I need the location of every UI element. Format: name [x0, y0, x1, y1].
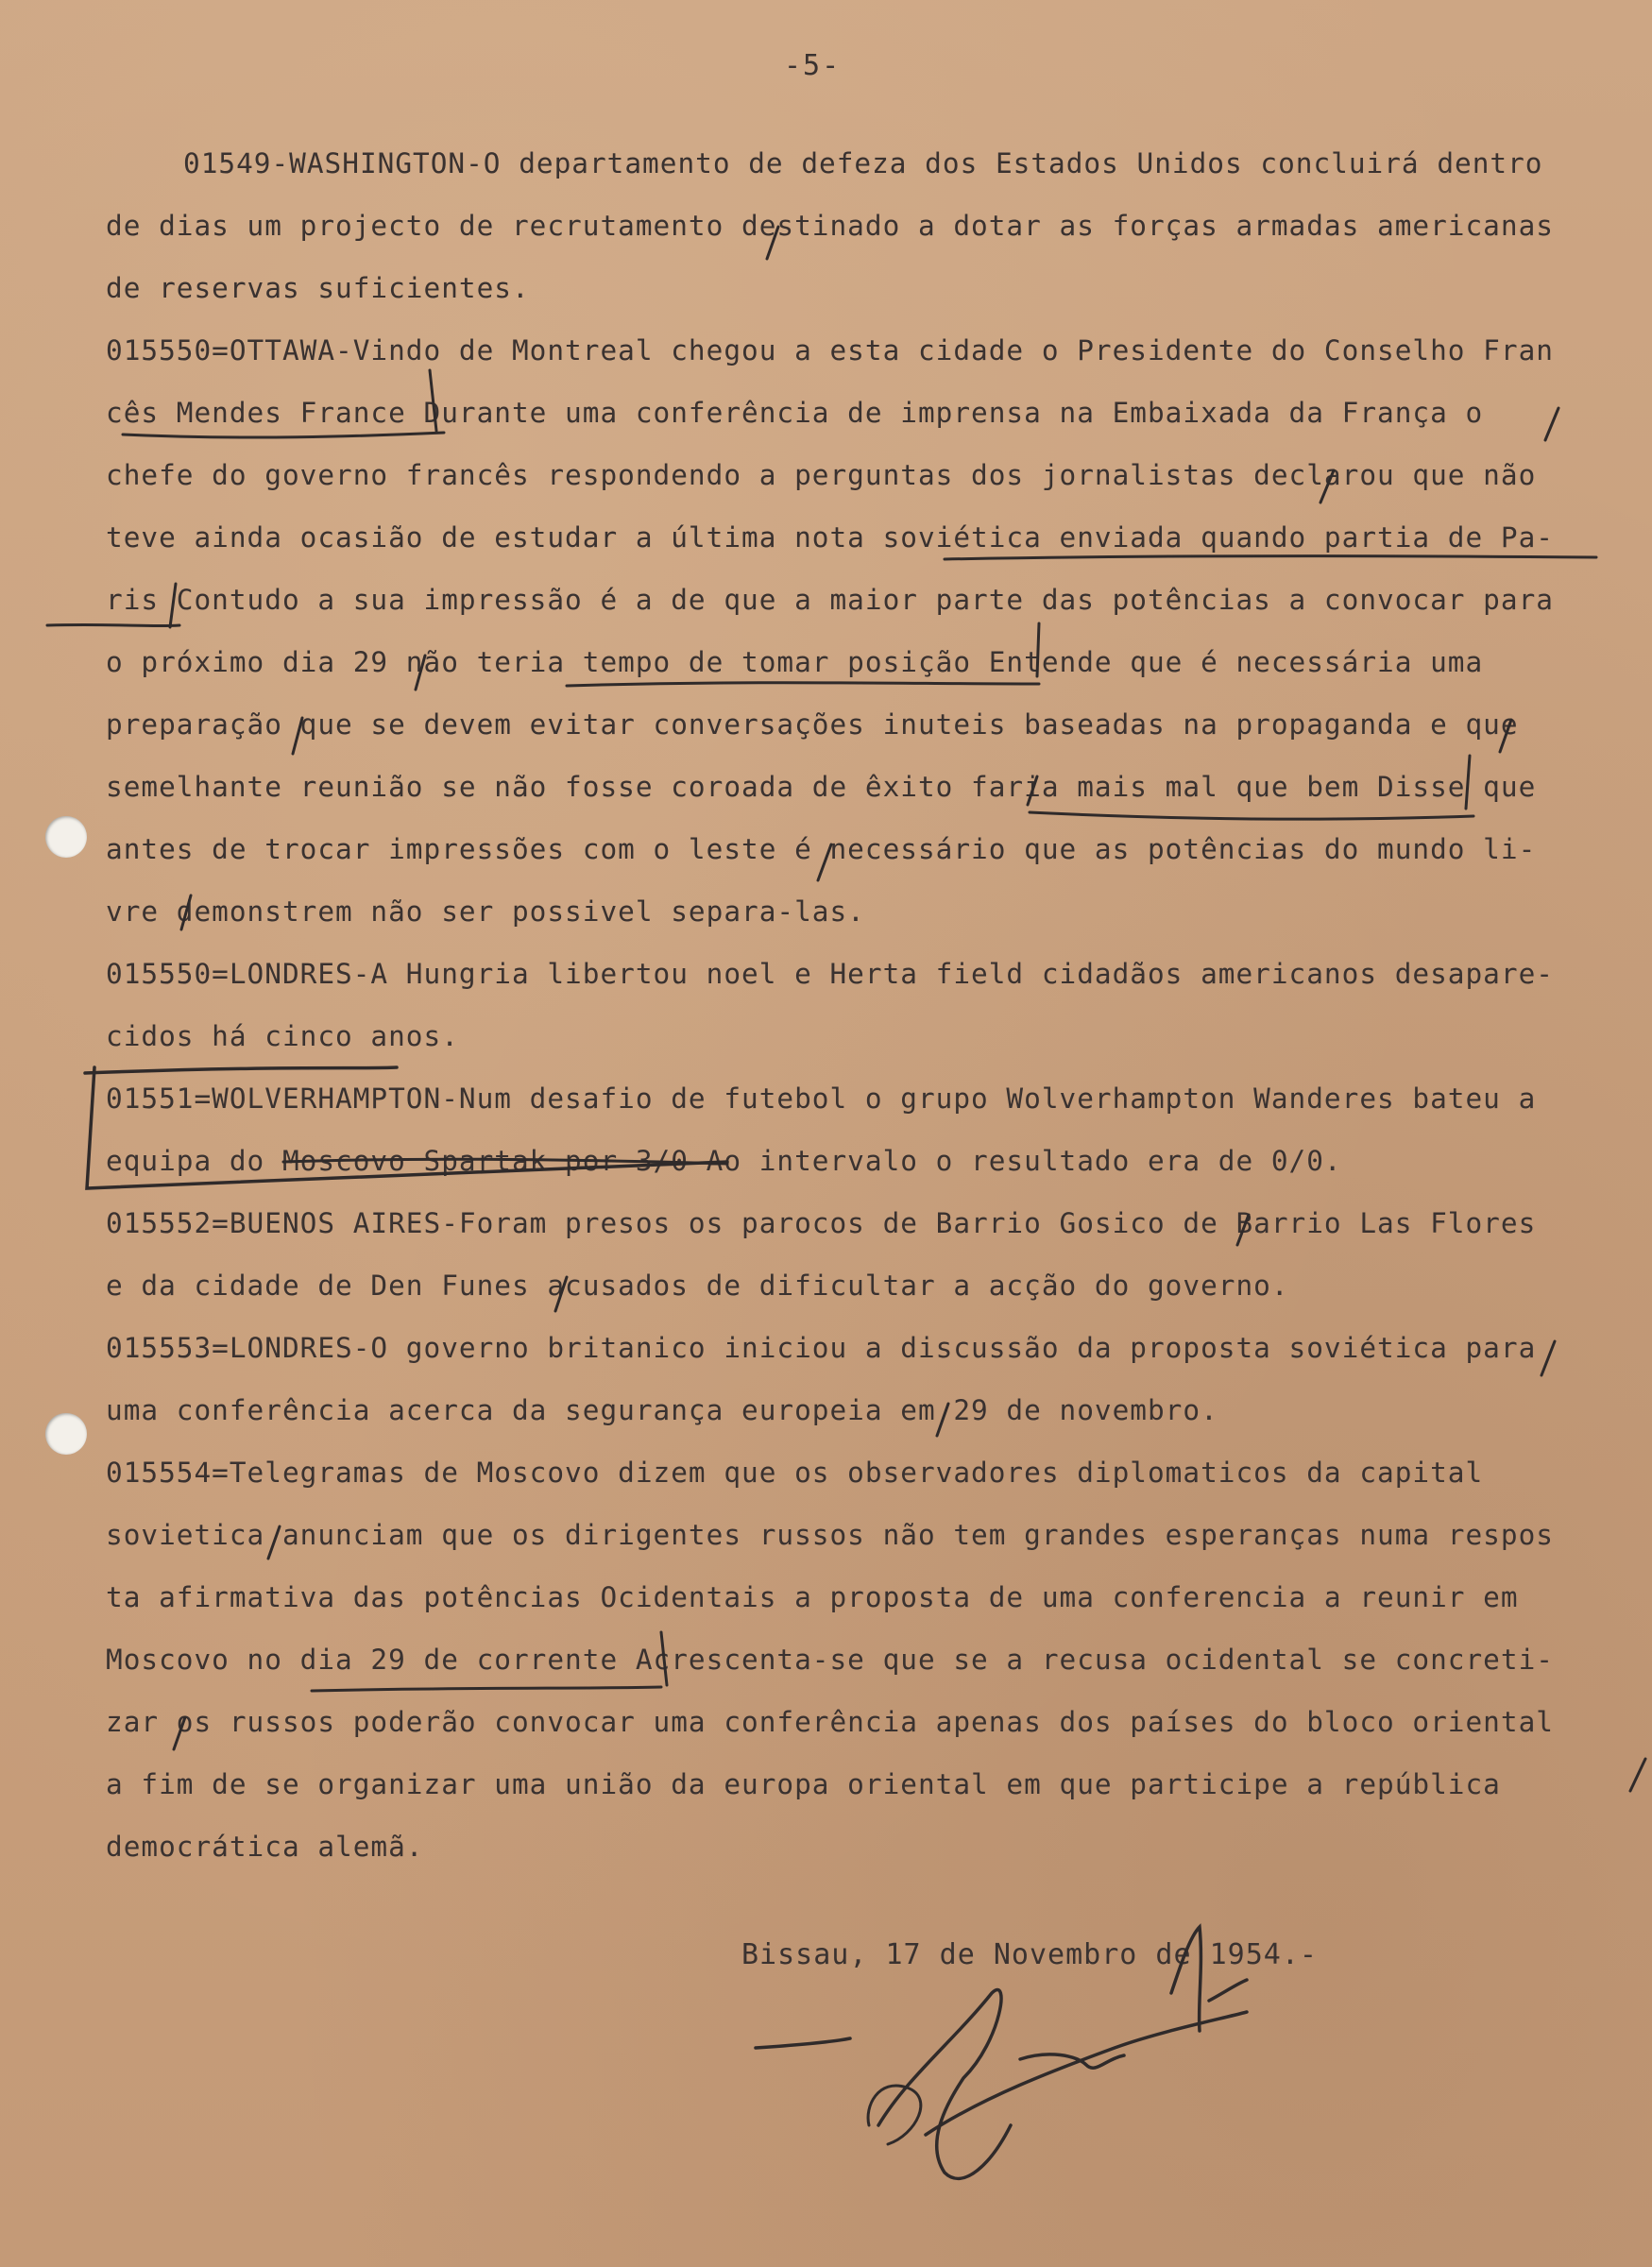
comma-mark: [1320, 470, 1334, 503]
text-line: 015550=OTTAWA-Vindo de Montreal chegou a esta cidade o Presidente do Conselho Fran: [106, 334, 1554, 366]
comma-mark: [1541, 1341, 1555, 1375]
comma-mark: [416, 656, 425, 690]
underline-mark: [1030, 812, 1473, 819]
text-line: uma conferência acerca da segurança europeia em 29 de novembro.: [106, 1394, 1218, 1426]
comma-mark: [1630, 1759, 1645, 1791]
signature-flourish: [1020, 2054, 1124, 2068]
text-line: a fim de se organizar uma união da europa oriental em que participe a república: [106, 1768, 1501, 1800]
separator-mark: [170, 584, 176, 627]
underline-mark: [123, 433, 444, 437]
signature-flourish: [1171, 1927, 1201, 2031]
comma-mark: [555, 1277, 567, 1311]
comma-mark: [1500, 720, 1511, 752]
separator-mark: [661, 1632, 667, 1685]
text-line: democrática alemã.: [106, 1831, 424, 1863]
comma-mark: [174, 1717, 185, 1749]
comma-mark: [181, 895, 191, 929]
text-line: chefe do governo francês respondendo a perguntas dos jornalistas declarou que não: [106, 459, 1537, 491]
text-line: preparação que se devem evitar conversações inuteis baseadas na propaganda e que: [106, 708, 1519, 741]
signature-flourish: [756, 2038, 850, 2048]
separator-mark: [430, 370, 436, 431]
signature-flourish: [1209, 1980, 1247, 2001]
underline-mark: [567, 683, 1039, 686]
bracket-mark: [85, 1067, 397, 1073]
text-line: teve ainda ocasião de estudar a última nota soviética enviada quando partia de Pa-: [106, 521, 1554, 554]
text-line: zar os russos poderão convocar uma conferência apenas dos países do bloco oriental: [106, 1706, 1554, 1738]
strike-mark: [283, 1159, 727, 1164]
text-line: semelhante reunião se não fosse coroada de êxito faria mais mal que bem Disse que: [106, 771, 1537, 803]
text-line: Moscovo no dia 29 de corrente Acrescenta-se que se a recusa ocidental se concreti-: [106, 1644, 1554, 1676]
text-line: ris Contudo a sua impressão é a de que a maior parte das potências a convocar para: [106, 584, 1554, 616]
text-line: sovietica anunciam que os dirigentes russos não tem grandes esperanças numa respos: [106, 1519, 1554, 1551]
underline-mark: [945, 556, 1596, 559]
comma-mark: [268, 1526, 280, 1559]
underline-mark: [312, 1687, 661, 1691]
place-and-date: Bissau, 17 de Novembro de 1954.-: [741, 1938, 1318, 1971]
text-line: e da cidade de Den Funes acusados de dificultar a acção do governo.: [106, 1270, 1289, 1302]
text-line: vre demonstrem não ser possivel separa-las.: [106, 895, 865, 928]
comma-mark: [937, 1404, 948, 1436]
signature-flourish: [868, 2086, 921, 2144]
comma-mark: [767, 227, 778, 259]
comma-mark: [818, 844, 831, 880]
signature-flourish: [878, 1989, 1011, 2178]
comma-mark: [1545, 408, 1558, 440]
comma-mark: [1028, 776, 1037, 805]
underline-mark: [47, 624, 179, 625]
page-number: -5-: [784, 49, 842, 82]
text-line: 015553=LONDRES-O governo britanico iniciou a discussão da proposta soviética para: [106, 1332, 1537, 1364]
text-line: cidos há cinco anos.: [106, 1020, 459, 1052]
text-line: ta afirmativa das potências Ocidentais a proposta de uma conferencia a reunir em: [106, 1581, 1519, 1613]
text-line: antes de trocar impressões com o leste é necessário que as potências do mundo li-: [106, 833, 1537, 865]
comma-mark: [1237, 1215, 1249, 1245]
text-line: 015554=Telegramas de Moscovo dizem que os observadores diplomaticos da capital: [106, 1457, 1484, 1489]
text-line: equipa do Moscovo Spartak por 3/0 Ao intervalo o resultado era de 0/0.: [106, 1145, 1342, 1177]
text-line: 01549-WASHINGTON-O departamento de defeza dos Estados Unidos concluirá dentro: [183, 147, 1543, 179]
text-line: de dias um projecto de recrutamento destinado a dotar as forças armadas americanas: [106, 210, 1554, 242]
separator-mark: [1466, 756, 1470, 809]
text-line: 015552=BUENOS AIRES-Foram presos os parocos de Barrio Gosico de Barrio Las Flores: [106, 1207, 1537, 1239]
text-line: 01551=WOLVERHAMPTON-Num desafio de futebol o grupo Wolverhampton Wanderes bateu a: [106, 1082, 1537, 1115]
comma-mark: [293, 718, 302, 754]
text-line: cês Mendes France Durante uma conferência de imprensa na Embaixada da França o: [106, 397, 1484, 429]
text-line: de reservas suficientes.: [106, 272, 530, 304]
text-line: 015550=LONDRES-A Hungria libertou noel e Herta field cidadãos americanos desapare-: [106, 958, 1554, 990]
separator-mark: [1037, 623, 1039, 676]
bracket-mark: [87, 1067, 727, 1188]
text-line: o próximo dia 29 não teria tempo de tomar posição Entende que é necessária uma: [106, 646, 1484, 678]
